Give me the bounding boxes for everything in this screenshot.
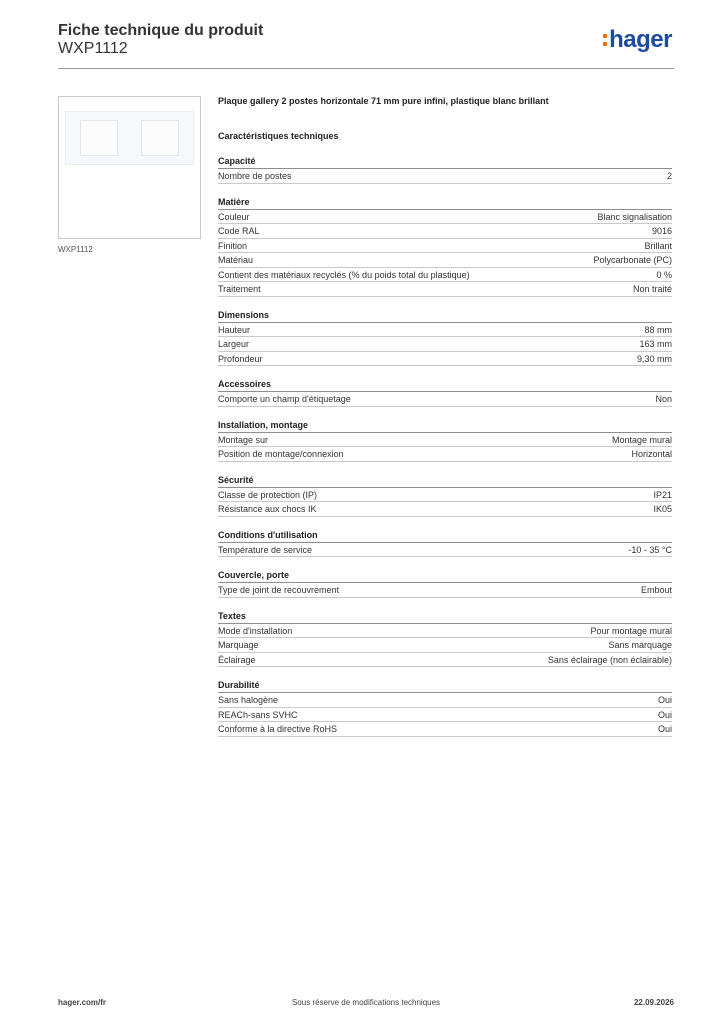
spec-label: Profondeur: [218, 353, 263, 364]
plate-opening-left: [80, 120, 118, 156]
spec-value: Oui: [657, 695, 672, 705]
spec-section: [218, 309, 672, 367]
spec-label: Hauteur: [218, 324, 251, 335]
spec-label: Classe de protection (IP): [218, 489, 318, 500]
product-image-caption: WXP1112: [58, 245, 93, 254]
spec-label: Matériau: [218, 255, 254, 265]
spec-value: 163 mm: [639, 339, 672, 349]
spec-row: [218, 693, 672, 708]
spec-row: [218, 224, 672, 239]
spec-value: 0 %: [656, 269, 672, 280]
spec-section: [218, 474, 672, 517]
spec-row: [218, 239, 672, 254]
footer-website: hager.com/fr: [58, 998, 107, 1007]
spec-label: Mode d'installation: [218, 625, 293, 636]
product-description: Plaque gallery 2 postes horizontale 71 mm pure infini, plastique blanc brillant: [218, 96, 549, 106]
section-title: Durabilité: [218, 679, 672, 693]
spec-label: Montage sur: [218, 434, 269, 445]
footer-note: Sous réserve de modifications techniques: [291, 998, 441, 1007]
spec-label: Type de joint de recouvrement: [218, 585, 340, 595]
logo-dots-icon: [603, 34, 607, 46]
spec-value: 88 mm: [644, 324, 672, 335]
spec-row: [218, 488, 672, 503]
section-title: Installation, montage: [218, 419, 672, 433]
plate-illustration: [65, 111, 194, 165]
spec-row: [218, 392, 672, 407]
spec-value: Oui: [657, 724, 672, 734]
spec-value: Brillant: [644, 240, 672, 251]
spec-value: 9,30 mm: [636, 353, 672, 364]
spec-value: Non: [655, 394, 672, 404]
spec-row: [218, 583, 672, 598]
spec-value: Non traité: [632, 284, 672, 294]
section-title: Textes: [218, 610, 672, 624]
spec-content: [218, 94, 672, 737]
spec-label: Couleur: [218, 211, 250, 222]
spec-row: [218, 169, 672, 184]
spec-value: Polycarbonate (PC): [593, 255, 672, 265]
spec-row: [218, 708, 672, 723]
product-code: WXP1112: [58, 40, 128, 57]
plate-opening-right: [141, 120, 179, 156]
spec-label: Largeur: [218, 339, 250, 349]
spec-section: [218, 155, 672, 184]
product-image: [58, 96, 201, 239]
section-title: Dimensions: [218, 309, 672, 323]
document-title: Fiche technique du produit: [58, 22, 264, 39]
spec-value: IP21: [653, 489, 672, 500]
spec-row: [218, 268, 672, 283]
spec-value: Montage mural: [611, 434, 672, 445]
spec-value: Pour montage mural: [590, 625, 672, 636]
spec-row: [218, 502, 672, 517]
spec-row: [218, 210, 672, 225]
spec-label: Sans halogène: [218, 695, 279, 705]
spec-row: [218, 638, 672, 653]
spec-value: Embout: [640, 585, 672, 595]
spec-section: [218, 679, 672, 737]
spec-value: 9016: [651, 226, 672, 236]
spec-label: Position de montage/connexion: [218, 449, 344, 459]
spec-section: [218, 419, 672, 462]
spec-label: Nombre de postes: [218, 171, 292, 181]
section-title: Matière: [218, 196, 672, 210]
spec-label: Finition: [218, 240, 248, 251]
spec-row: [218, 323, 672, 338]
spec-section: [218, 196, 672, 297]
spec-sections: [218, 155, 672, 737]
spec-row: [218, 722, 672, 737]
spec-value: -10 - 35 °C: [628, 544, 672, 555]
page-header: [58, 20, 674, 68]
header-divider: [58, 68, 674, 69]
logo-text: hager: [609, 26, 672, 53]
page-footer: [58, 998, 674, 1010]
spec-label: Traitement: [218, 284, 261, 294]
spec-section: [218, 569, 672, 598]
spec-label: Conforme à la directive RoHS: [218, 724, 338, 734]
spec-label: Résistance aux chocs IK: [218, 504, 317, 514]
spec-value: Oui: [657, 709, 672, 720]
section-title: Sécurité: [218, 474, 672, 488]
spec-label: Éclairage: [218, 654, 256, 665]
tech-characteristics-heading: Caractéristiques techniques: [218, 131, 339, 141]
spec-row: [218, 337, 672, 352]
spec-row: [218, 282, 672, 297]
spec-label: Comporte un champ d'étiquetage: [218, 394, 351, 404]
spec-section: [218, 529, 672, 558]
spec-label: Code RAL: [218, 226, 260, 236]
spec-row: [218, 433, 672, 448]
footer-date: 22.09.2026: [633, 998, 674, 1007]
spec-section: [218, 378, 672, 407]
spec-value: IK05: [653, 504, 672, 514]
spec-value: Sans marquage: [608, 640, 672, 650]
spec-value: Horizontal: [631, 449, 672, 459]
spec-row: [218, 253, 672, 268]
section-title: Accessoires: [218, 378, 672, 392]
spec-section: [218, 610, 672, 668]
spec-label: REACh-sans SVHC: [218, 709, 298, 720]
spec-label: Contient des matériaux recyclés (% du poids total du plastique): [218, 269, 470, 280]
spec-value: Sans éclairage (non éclairable): [547, 654, 672, 665]
spec-value: 2: [666, 171, 672, 181]
spec-row: [218, 352, 672, 367]
spec-value: Blanc signalisation: [597, 211, 672, 222]
spec-row: [218, 447, 672, 462]
spec-label: Marquage: [218, 640, 259, 650]
spec-row: [218, 543, 672, 558]
section-title: Capacité: [218, 155, 672, 169]
hager-logo: [603, 26, 672, 54]
spec-row: [218, 653, 672, 668]
section-title: Conditions d'utilisation: [218, 529, 672, 543]
spec-row: [218, 624, 672, 639]
spec-label: Température de service: [218, 544, 313, 555]
section-title: Couvercle, porte: [218, 569, 672, 583]
